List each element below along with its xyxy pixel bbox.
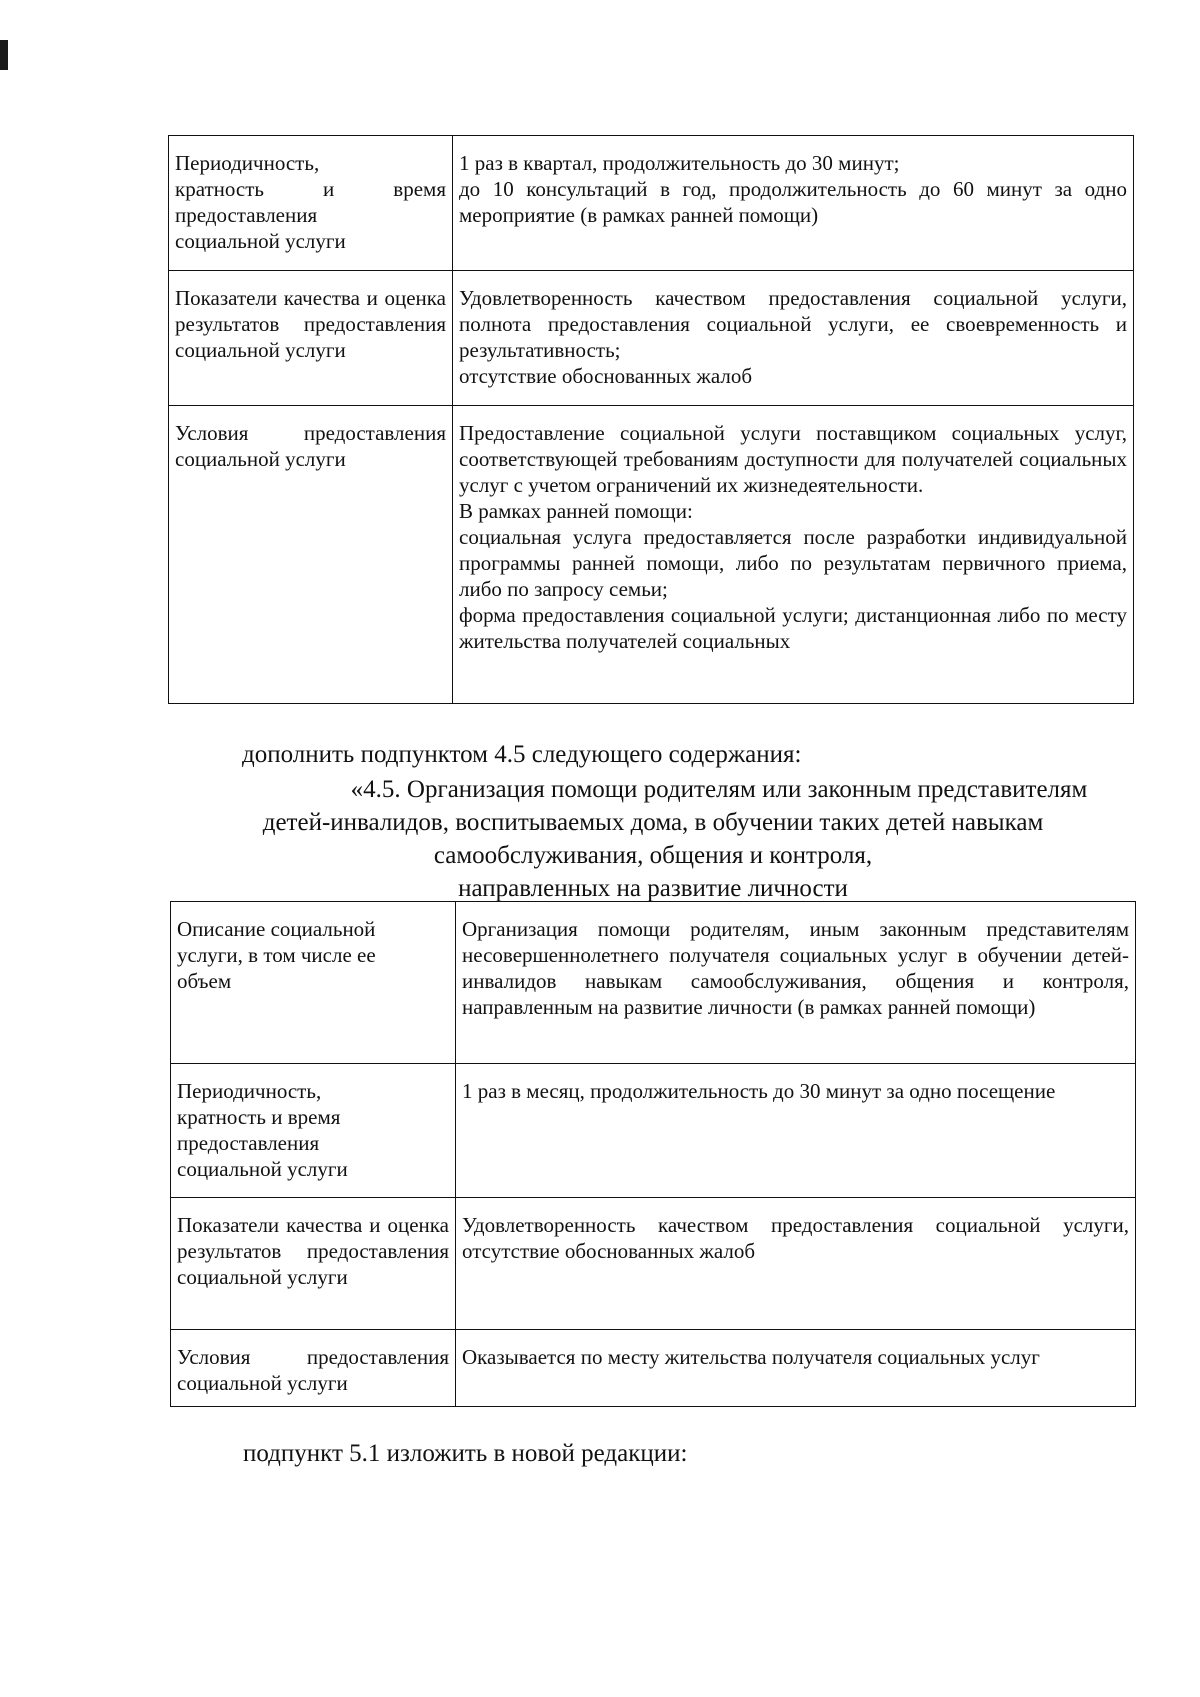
label-line: кратность и время [175, 177, 446, 201]
amendment-paragraph: дополнить подпунктом 4.5 следующего содержания: [242, 741, 802, 768]
row-content-cell [456, 902, 1136, 1064]
table-row [169, 136, 1134, 271]
amendment-paragraph-5-1: подпункт 5.1 изложить в новой редакции: [243, 1440, 688, 1467]
table-row [169, 271, 1134, 406]
label-line: Периодичность, [177, 1079, 322, 1103]
content-paragraph: В рамках ранней помощи: [459, 499, 693, 523]
heading-line: направленных на развитие личности [458, 875, 848, 902]
content-paragraph: 1 раз в квартал, продолжительность до 30 минут; [459, 151, 900, 175]
table-row [171, 1198, 1136, 1330]
content-paragraph: Организация помощи родителям, иным законным представителям несовершеннолетнего получателя социальных услуг в обучении детей-инвалидов навыкам самообслуживания, общения и контроля, направленным на развитие личности (в рамках ранней помощи) [462, 917, 1129, 1019]
row-content-cell [456, 1064, 1136, 1198]
content-paragraph: форма предоставления социальной услуги; дистанционная либо по месту жительства получателей социальных [459, 603, 1127, 653]
row-label-cell [169, 271, 453, 406]
row-content-cell [453, 271, 1134, 406]
label-line: социальной услуги [177, 1157, 348, 1181]
content-paragraph: социальная услуга предоставляется после разработки индивидуальной программы ранней помощи, либо по результатам первичного приема, либо по запросу семьи; [459, 525, 1127, 601]
content-paragraph: до 10 консультаций в год, продолжительность до 60 минут за одно мероприятие (в рамках ранней помощи) [459, 177, 1127, 227]
content-paragraph: Удовлетворенность качеством предоставления социальной услуги, отсутствие обоснованных жалоб [462, 1213, 1129, 1263]
label-text: Показатели качества и оценка результатов предоставления социальной услуги [177, 1213, 449, 1289]
content-paragraph: Оказывается по месту жительства получателя социальных услуг [462, 1345, 1040, 1369]
row-content-cell [456, 1330, 1136, 1407]
label-line: услуги, в том числе ее [177, 943, 376, 967]
row-label-cell [171, 1330, 456, 1407]
label-text: Условия предоставления социальной услуги [177, 1345, 449, 1395]
scan-edge-mark [0, 40, 8, 70]
table-row [169, 406, 1134, 704]
row-label-cell [169, 406, 453, 704]
row-label-cell [171, 1198, 456, 1330]
content-paragraph: Удовлетворенность качеством предоставления социальной услуги, полнота предоставления социальной услуги, ее своевременность и результативность; [459, 286, 1127, 362]
row-label-cell [171, 902, 456, 1064]
table-row [171, 1330, 1136, 1407]
subsection-heading [170, 773, 1136, 905]
label-line: предоставления [175, 203, 318, 227]
service-table-bottom [170, 901, 1136, 1407]
content-paragraph: Предоставление социальной услуги поставщиком социальных услуг, соответствующей требованиям доступности для получателей социальных услуг с учетом ограничений их жизнедеятельности. [459, 421, 1127, 497]
row-label-cell [169, 136, 453, 271]
label-line: Периодичность, [175, 151, 320, 175]
label-text: Условия предоставления социальной услуги [175, 421, 446, 471]
heading-line: самообслуживания, общения и контроля, [433, 842, 873, 869]
label-line: кратность и время [177, 1105, 341, 1129]
label-line: объем [177, 969, 232, 993]
content-paragraph: отсутствие обоснованных жалоб [459, 364, 753, 388]
table-row [171, 902, 1136, 1064]
row-label-cell [171, 1064, 456, 1198]
label-text: Показатели качества и оценка результатов предоставления социальной услуги [175, 286, 446, 362]
row-content-cell [456, 1198, 1136, 1330]
label-line: предоставления [177, 1131, 320, 1155]
heading-line: «4.5. Организация помощи родителям или законным представителям [350, 776, 1088, 803]
row-content-cell [453, 406, 1134, 704]
content-paragraph: 1 раз в месяц, продолжительность до 30 минут за одно посещение [462, 1079, 1056, 1103]
row-content-cell [453, 136, 1134, 271]
service-table-top [168, 135, 1134, 704]
label-line: Описание социальной [177, 917, 376, 941]
heading-line: детей-инвалидов, воспитываемых дома, в обучении таких детей навыкам [262, 809, 1044, 836]
table-row [171, 1064, 1136, 1198]
label-line: социальной услуги [175, 229, 346, 253]
